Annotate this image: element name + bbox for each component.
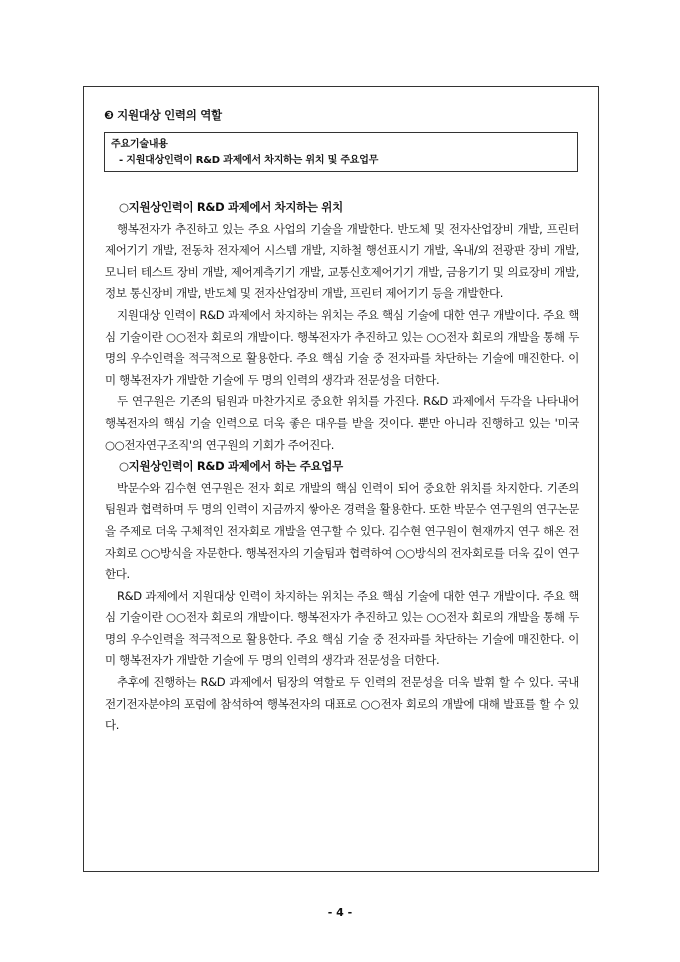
body-text [105,197,579,737]
section-heading: ❸ 지원대상 인력의 역할 [104,108,222,122]
summary-item: - 지원대상인력이 R&D 과제에서 차지하는 위치 및 주요업무 [119,155,379,166]
paragraph: 행복전자가 추진하고 있는 주요 사업의 기술을 개발한다. 반도체 및 전자산업장비 개발, 프린터 제어기기 개발, 전동차 전자제어 시스템 개발, 지하철 행선표시기 개발, 옥내/외 전광판 장비 개발, 모니터 테스트 장비 개발, 제어계측기기 개발, 교통신호제어기기 개발, 금융기기 및 의료장비 개발, 정보 통신장비 개발, 반도체 및 전자산업장비 개발, 프린터 제어기기 등을 개발한다. [105,221,579,301]
page-number: - 4 - [327,906,353,919]
subheading-duties: ○지원상인력이 R&D 과제에서 하는 주요업무 [119,459,343,474]
summary-box [104,132,578,172]
subheading-position: ○지원상인력이 R&D 과제에서 차지하는 위치 [119,200,343,214]
paragraph: 두 연구원은 기존의 팀원과 마찬가지로 중요한 위치를 가진다. R&D 과제에서 두각을 나타내어 행복전자의 핵심 기술 인력으로 더욱 좋은 대우를 받을 것이다. 뿐만 아니라 진행하고 있는 '미국 ○○전자연구조직'의 연구원의 기회가 주어진다. [105,394,579,452]
paragraph: 박문수와 김수현 연구원은 전자 회로 개발의 핵심 인력이 되어 중요한 위치를 차지한다. 기존의 팀원과 협력하며 두 명의 인력이 지금까지 쌓아온 경력을 활용한다. 또한 박문수 연구원의 연구논문을 주제로 더욱 구체적인 전자회로 개발을 연구할 수 있다. 김수현 연구원이 현재까지 연구 해온 전자회로 ○○방식을 자문한다. 행복전자의 기술팀과 협력하여 ○○방식의 전자회로를 더욱 깊이 연구한다. [105,480,579,582]
paragraph: 지원대상 인력이 R&D 과제에서 차지하는 위치는 주요 핵심 기술에 대한 연구 개발이다. 주요 핵심 기술이란 ○○전자 회로의 개발이다. 행복전자가 추진하고 있는 ○○전자 회로의 개발을 통해 두 명의 우수인력을 적극적으로 활용한다. 주요 핵심 기술 중 전자파를 차단하는 기술에 매진한다. 이미 행복전자가 개발한 기술에 두 명의 인력의 생각과 전문성을 더한다. [105,307,579,387]
paragraph: R&D 과제에서 지원대상 인력이 차지하는 위치는 주요 핵심 기술에 대한 연구 개발이다. 주요 핵심 기술이란 ○○전자 회로의 개발이다. 행복전자가 추진하고 있는 ○○전자 회로의 개발을 통해 두 명의 우수인력을 적극적으로 활용한다. 주요 핵심 기술 중 전자파를 차단하는 기술에 매진한다. 이미 행복전자가 개발한 기술에 두 명의 인력의 생각과 전문성을 더한다. [105,588,579,668]
paragraph: 추후에 진행하는 R&D 과제에서 팀장의 역할로 두 인력의 전문성을 더욱 발휘 할 수 있다. 국내 전기전자분야의 포럼에 참석하여 행복전자의 대표로 ○○전자 회로의 개발에 대해 발표를 할 수 있다. [105,675,579,733]
content-frame [83,86,599,872]
summary-title: 주요기술내용 [111,139,168,150]
